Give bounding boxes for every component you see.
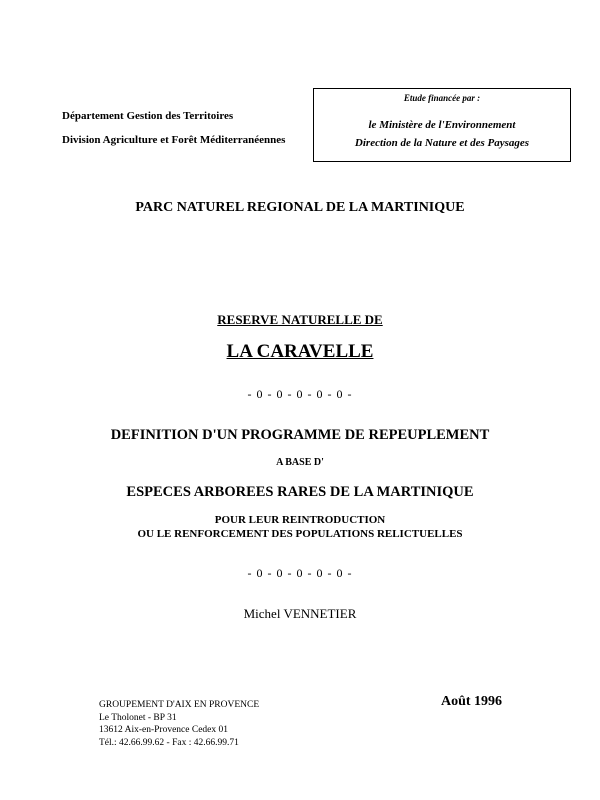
subtitle-line1: POUR LEUR REINTRODUCTION (214, 514, 386, 526)
address-block (99, 699, 259, 749)
main-title-line3: ESPECES ARBOREES RARES DE LA MARTINIQUE (126, 484, 474, 500)
address-line1: Le Tholonet - BP 31 (99, 712, 177, 723)
address-line3: Tél.: 42.66.99.62 - Fax : 42.66.99.71 (99, 737, 239, 748)
separator-bottom: - 0 - 0 - 0 - 0 - 0 - (247, 566, 353, 580)
funding-box (313, 88, 571, 162)
funding-heading: Etude financée par : (403, 93, 481, 103)
division-name: Division Agriculture et Forêt Méditerranéennes (62, 134, 286, 146)
department-name: Département Gestion des Territoires (62, 110, 234, 122)
publication-date: Août 1996 (441, 694, 503, 709)
parc-title: PARC NATUREL REGIONAL DE LA MARTINIQUE (135, 200, 465, 215)
subtitle (0, 513, 600, 541)
funding-direction: Direction de la Nature et des Paysages (354, 137, 530, 149)
reserve-heading: RESERVE NATURELLE DE (217, 312, 383, 327)
address-line2: 13612 Aix-en-Provence Cedex 01 (99, 725, 229, 735)
separator-top: - 0 - 0 - 0 - 0 - 0 - (247, 387, 353, 401)
subtitle-line2: OU LE RENFORCEMENT DES POPULATIONS RELICTUELLES (137, 528, 463, 540)
funding-ministry: le Ministère de l'Environnement (368, 119, 516, 131)
department-block (62, 104, 285, 152)
main-title-line1: DEFINITION D'UN PROGRAMME DE REPEUPLEMENT (110, 427, 490, 443)
main-title-line2: A BASE D' (276, 457, 324, 468)
author-name: Michel VENNETIER (243, 606, 357, 621)
address-org: GROUPEMENT D'AIX EN PROVENCE (99, 700, 260, 710)
site-name: LA CARAVELLE (226, 341, 374, 362)
